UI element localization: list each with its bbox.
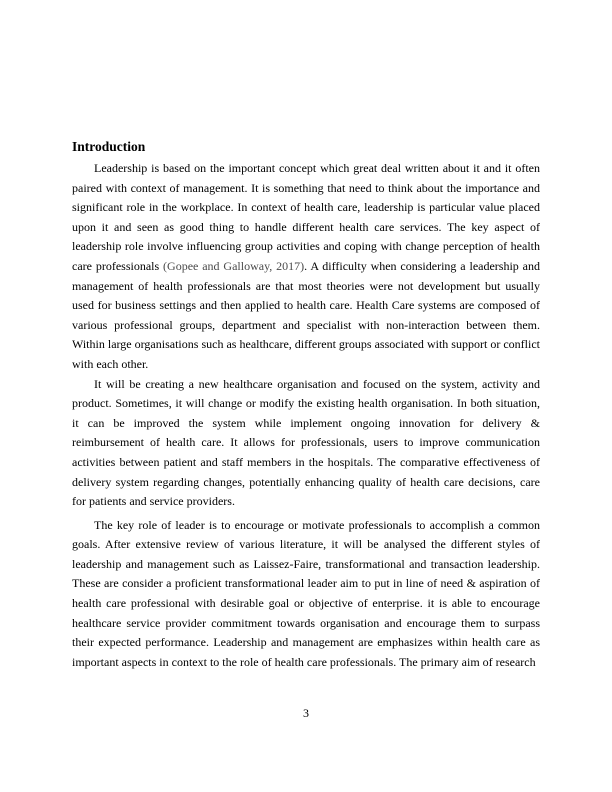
paragraph-1-text-start: Leadership is based on the important concept which great deal written about it and it often paired with context of management. It is something that need to think about the importance and significant role in the workplace. In context of health care, leadership is particular value placed upon it and seen as good thing to handle different health care services. The key aspect of leadership role involve influencing group activities and coping with change perception of health care professionals bbox=[72, 161, 540, 273]
section-heading: Introduction bbox=[72, 139, 146, 154]
paragraph-3: The key role of leader is to encourage or motivate professionals to accomplish a common goals. After extensive review of various literature, it will be analysed the different styles of leadership and management such as Laissez-Faire, transformational and transaction leadership. These are consider a proficient transformational leader aim to put in line of need & aspiration of health care professional with desirable goal or objective of enterprise. it is able to encourage healthcare service provider commitment towards organisation and encourage them to surpass their expected performance. Leadership and management are emphasizes within health care as important aspects in context to the role of health care professionals. The primary aim of research bbox=[72, 517, 540, 669]
citation: (Gopee and Galloway, 2017) bbox=[163, 258, 305, 273]
page-number: 3 bbox=[303, 706, 309, 720]
paragraph-1 bbox=[72, 159, 540, 375]
paragraph-1-text-end: . A difficulty when considering a leadership and management of health professionals are that most theories were not development but usually used for business settings and then applied to health care. Health Care systems are composed of various professional groups, department and specialist with non-interaction between them. Within large organisations such as healthcare, different groups associated with support or conflict with each other. bbox=[72, 258, 540, 371]
paragraph-2: It will be creating a new healthcare organisation and focused on the system, activity and product. Sometimes, it will change or modify the existing health organisation. In both situation, it can be improved the system while implement ongoing innovation for delivery & reimbursement of health care. It allows for professionals, users to improve communication activities between patient and staff members in the hospitals. The comparative effectiveness of delivery system regarding changes, potentially enhancing quality of health care decisions, care for patients and service providers. bbox=[72, 376, 540, 509]
page-body bbox=[72, 139, 540, 672]
